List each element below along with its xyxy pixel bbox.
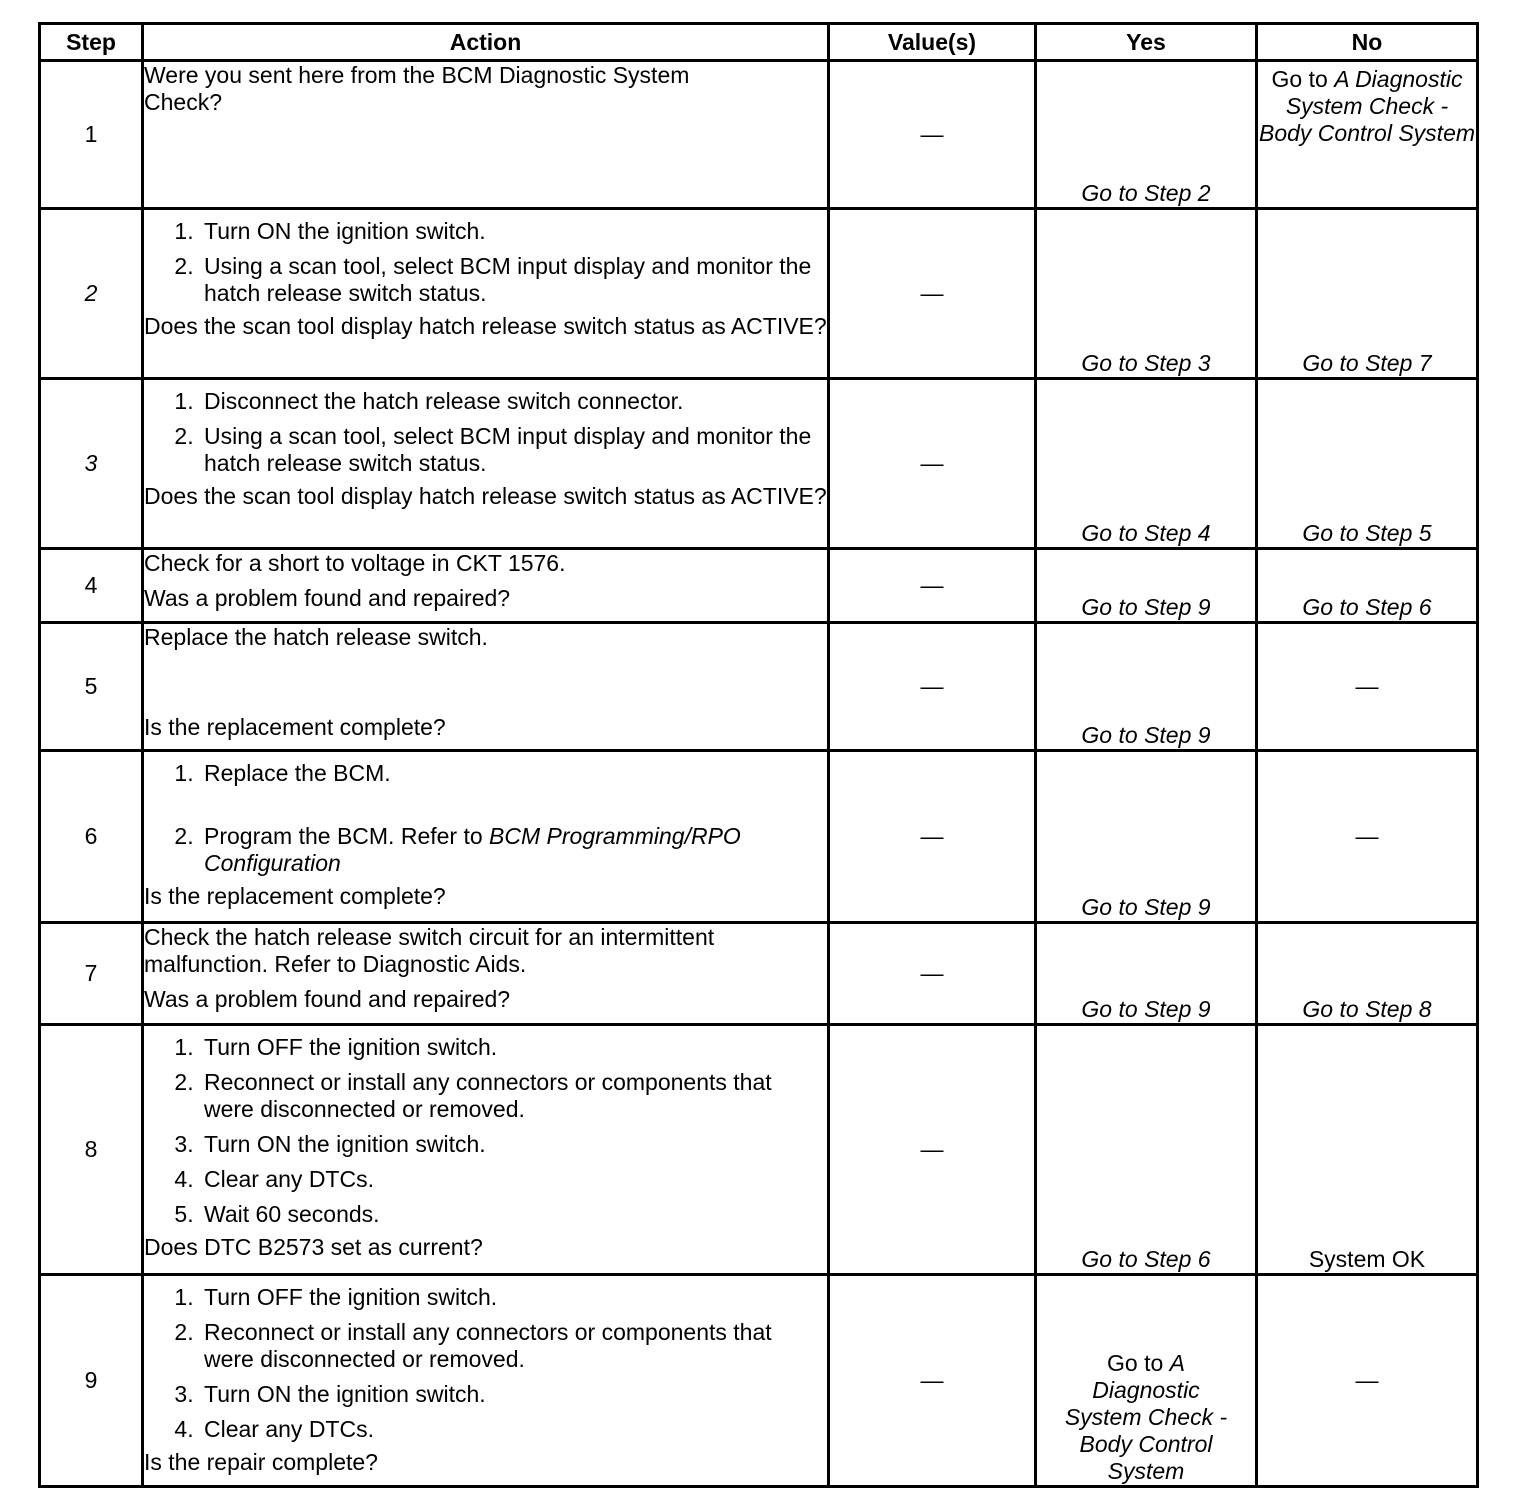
instruction-item: 1. Turn OFF the ignition switch. — [200, 1034, 827, 1061]
goto-link[interactable]: Go to Step 8 — [1302, 996, 1432, 1022]
instruction-item: 2. Reconnect or install any connectors or components that were disconnected or removed. — [200, 1319, 827, 1373]
goto-link[interactable]: Go to Step 7 — [1302, 350, 1432, 376]
action-cell — [143, 209, 829, 379]
step-number: 6 — [40, 751, 143, 923]
instruction-list — [144, 218, 827, 307]
question-text: Is the replacement complete? — [144, 714, 446, 740]
goto-link[interactable]: Go to Step 9 — [1081, 996, 1211, 1022]
goto-link[interactable]: Go to Step 6 — [1302, 594, 1432, 620]
step-row-7 — [40, 923, 1478, 1025]
yes-cell — [1036, 623, 1257, 751]
instruction-item: 1. Turn OFF the ignition switch. — [200, 1284, 827, 1311]
step-number: 2 — [40, 209, 143, 379]
step-number: 3 — [40, 379, 143, 549]
goto-prefix: Go to — [1107, 1350, 1170, 1376]
instruction-item: 1. Disconnect the hatch release switch connector. — [200, 388, 827, 415]
action-text: Were you sent here from the BCM Diagnostic System Check? — [144, 62, 690, 115]
step-number: 8 — [40, 1025, 143, 1275]
instruction-item: 2. Reconnect or install any connectors or components that were disconnected or removed. — [200, 1069, 827, 1123]
header-yes: Yes — [1036, 24, 1257, 61]
no-cell — [1257, 61, 1478, 209]
goto-prefix: Go to — [1271, 66, 1335, 92]
no-cell: — — [1257, 1275, 1478, 1487]
goto-link[interactable]: Go to Step 4 — [1081, 520, 1211, 546]
no-cell — [1257, 1025, 1478, 1275]
step-number: 4 — [40, 549, 143, 623]
value-cell: — — [829, 623, 1036, 751]
header-step: Step — [40, 24, 143, 61]
instruction-item: 3. Turn ON the ignition switch. — [200, 1131, 827, 1158]
question-text: Does DTC B2573 set as current? — [144, 1234, 483, 1260]
yes-cell — [1036, 209, 1257, 379]
step-row-4 — [40, 549, 1478, 623]
yes-cell — [1036, 751, 1257, 923]
step-row-9 — [40, 1275, 1478, 1487]
reference-link[interactable]: BCM Programming/RPO Configuration — [204, 823, 741, 876]
no-cell — [1257, 209, 1478, 379]
header-row — [40, 24, 1478, 61]
question-text: Is the replacement complete? — [144, 883, 446, 909]
yes-cell — [1036, 379, 1257, 549]
instruction-item: 2. Using a scan tool, select BCM input display and monitor the hatch release switch status. — [200, 423, 827, 477]
no-cell: — — [1257, 623, 1478, 751]
no-cell — [1257, 379, 1478, 549]
action-text: Replace the hatch release switch. — [144, 624, 488, 650]
instruction-item: 3. Turn ON the ignition switch. — [200, 1381, 827, 1408]
step-number: 1 — [40, 61, 143, 209]
action-cell — [143, 549, 829, 623]
goto-link[interactable]: Go to Step 2 — [1081, 180, 1211, 206]
step-row-8 — [40, 1025, 1478, 1275]
diagnostic-table — [38, 22, 1479, 1488]
value-cell: — — [829, 379, 1036, 549]
no-cell — [1257, 923, 1478, 1025]
no-cell: — — [1257, 751, 1478, 923]
goto-link[interactable]: Go to Step 5 — [1302, 520, 1432, 546]
step-row-5 — [40, 623, 1478, 751]
question-text: Is the repair complete? — [144, 1449, 378, 1475]
action-text: Check for a short to voltage in CKT 1576. — [144, 550, 566, 576]
system-ok-text: System OK — [1308, 1246, 1426, 1272]
action-cell — [143, 623, 829, 751]
question-text: Does the scan tool display hatch release switch status as ACTIVE? — [144, 483, 827, 509]
yes-cell — [1036, 61, 1257, 209]
step-number: 7 — [40, 923, 143, 1025]
instruction-text: Program the BCM. Refer to — [204, 823, 490, 849]
yes-cell — [1036, 1025, 1257, 1275]
no-cell — [1257, 549, 1478, 623]
value-cell: — — [829, 1025, 1036, 1275]
instruction-list — [144, 1034, 827, 1228]
step-row-3 — [40, 379, 1478, 549]
instruction-item: 4. Clear any DTCs. — [200, 1416, 827, 1443]
yes-cell — [1036, 1275, 1257, 1487]
value-cell: — — [829, 751, 1036, 923]
step-number: 9 — [40, 1275, 143, 1487]
goto-link[interactable]: A Diagnostic System Check - Body Control System — [1064, 1350, 1228, 1484]
goto-link[interactable]: Go to Step 9 — [1081, 594, 1211, 620]
instruction-list — [144, 760, 827, 877]
question-text: Was a problem found and repaired? — [144, 986, 511, 1012]
instruction-list — [144, 388, 827, 477]
action-cell — [143, 379, 829, 549]
action-cell — [143, 1275, 829, 1487]
goto-link[interactable]: A Diagnostic System Check - Body Control System — [1258, 66, 1476, 146]
goto-link[interactable]: Go to Step 6 — [1081, 1246, 1211, 1272]
action-cell — [143, 1025, 829, 1275]
header-values: Value(s) — [829, 24, 1036, 61]
value-cell: — — [829, 549, 1036, 623]
value-cell: — — [829, 1275, 1036, 1487]
value-cell: — — [829, 209, 1036, 379]
instruction-list — [144, 1284, 827, 1443]
goto-link[interactable]: Go to Step 3 — [1081, 350, 1211, 376]
question-text: Does the scan tool display hatch release switch status as ACTIVE? — [144, 313, 827, 339]
step-number: 5 — [40, 623, 143, 751]
step-row-6 — [40, 751, 1478, 923]
instruction-item: 5. Wait 60 seconds. — [200, 1201, 827, 1228]
action-cell — [143, 923, 829, 1025]
instruction-item — [200, 823, 827, 877]
yes-cell — [1036, 549, 1257, 623]
action-cell — [143, 751, 829, 923]
goto-link[interactable]: Go to Step 9 — [1081, 722, 1211, 748]
step-row-1 — [40, 61, 1478, 209]
yes-cell — [1036, 923, 1257, 1025]
goto-link[interactable]: Go to Step 9 — [1081, 894, 1211, 920]
value-cell: — — [829, 923, 1036, 1025]
step-row-2 — [40, 209, 1478, 379]
action-text: Check the hatch release switch circuit for an intermittent malfunction. Refer to Diagnostic Aids. — [144, 924, 715, 977]
header-no: No — [1257, 24, 1478, 61]
instruction-item: 4. Clear any DTCs. — [200, 1166, 827, 1193]
question-text: Was a problem found and repaired? — [144, 585, 511, 611]
header-action: Action — [143, 24, 829, 61]
value-cell: — — [829, 61, 1036, 209]
instruction-item: 1. Replace the BCM. — [200, 760, 827, 787]
action-cell — [143, 61, 829, 209]
instruction-item: 1. Turn ON the ignition switch. — [200, 218, 827, 245]
instruction-item: 2. Using a scan tool, select BCM input display and monitor the hatch release switch status. — [200, 253, 827, 307]
